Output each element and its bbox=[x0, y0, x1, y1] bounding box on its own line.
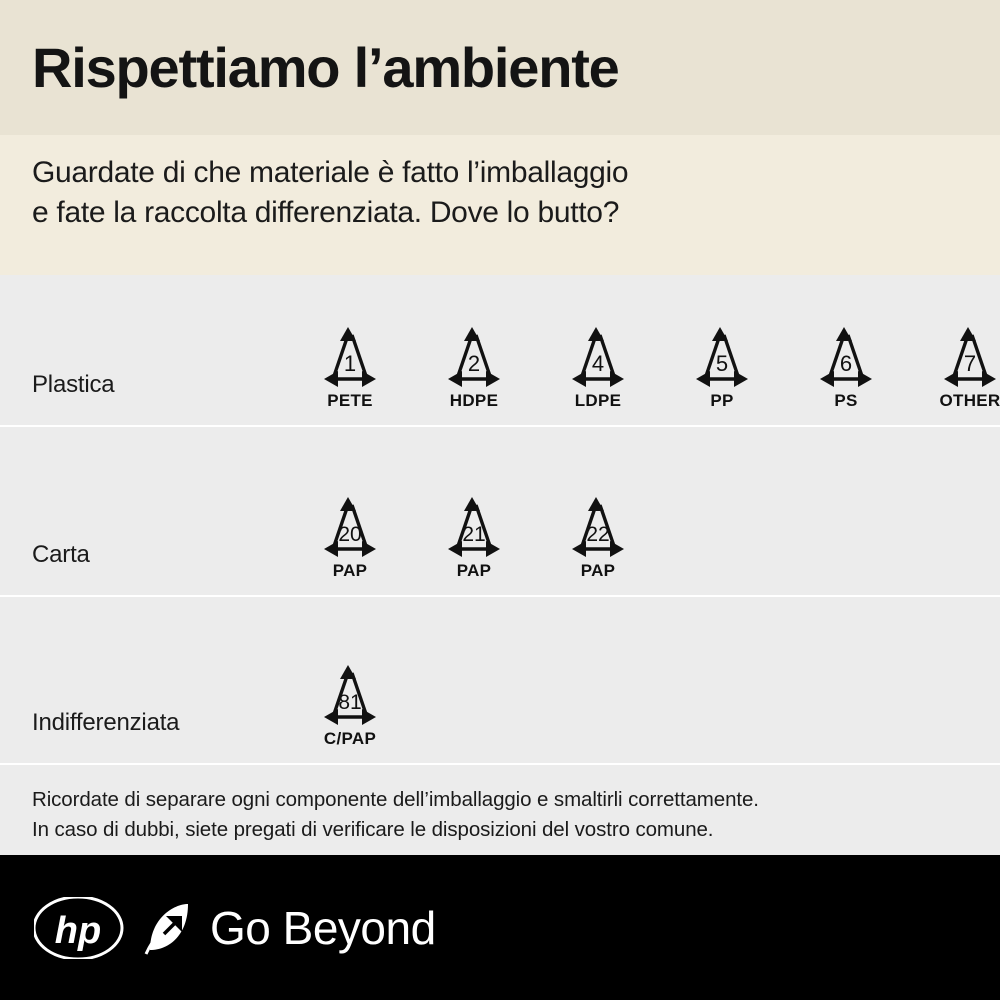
svg-text:hp: hp bbox=[54, 910, 102, 952]
mobius-loop-icon bbox=[428, 313, 520, 389]
symbol-group-plastica bbox=[302, 313, 1000, 425]
symbol-code: OTHER bbox=[939, 391, 1000, 410]
symbol-code: C/PAP bbox=[323, 729, 377, 748]
leaf-arrow-icon bbox=[144, 900, 192, 956]
material-rows bbox=[0, 275, 1000, 763]
mobius-loop-icon bbox=[304, 483, 396, 559]
row-label-plastica: Plastica bbox=[32, 371, 115, 398]
symbol-code: LDPE bbox=[574, 391, 622, 410]
svg-text:22: 22 bbox=[586, 523, 610, 546]
svg-text:2: 2 bbox=[467, 351, 481, 376]
recycling-symbol bbox=[922, 313, 1000, 411]
subtitle-line-1: Guardate di che materiale è fatto l’imballaggio bbox=[32, 156, 629, 189]
symbol-code: PAP bbox=[580, 561, 616, 580]
mobius-loop-icon bbox=[676, 313, 768, 389]
symbol-code: PAP bbox=[456, 561, 492, 580]
mobius-loop-icon bbox=[304, 651, 396, 727]
mobius-loop-icon bbox=[552, 483, 644, 559]
recycling-symbol bbox=[674, 313, 770, 411]
symbol-code: PETE bbox=[327, 391, 373, 410]
mobius-loop-icon bbox=[800, 313, 892, 389]
svg-text:4: 4 bbox=[591, 351, 605, 376]
table-row-plastica bbox=[0, 275, 1000, 425]
footnote-line-1: Ricordate di separare ogni componente dell’imballaggio e smaltirli correttamente. bbox=[32, 788, 759, 811]
brand-text: Go Beyond bbox=[210, 902, 436, 954]
mobius-loop-icon bbox=[304, 313, 396, 389]
svg-text:7: 7 bbox=[963, 351, 977, 376]
recycling-symbol bbox=[426, 313, 522, 411]
recycling-symbol bbox=[550, 313, 646, 411]
table-row-carta bbox=[0, 425, 1000, 595]
svg-text:21: 21 bbox=[462, 523, 486, 546]
recycling-symbol bbox=[550, 483, 646, 581]
recycling-symbol bbox=[798, 313, 894, 411]
title-band bbox=[0, 0, 1000, 135]
footnote bbox=[0, 763, 1000, 855]
row-label-carta: Carta bbox=[32, 541, 90, 568]
mobius-loop-icon bbox=[924, 313, 1000, 389]
hp-logo bbox=[34, 897, 126, 959]
mobius-loop-icon bbox=[552, 313, 644, 389]
recycling-symbol bbox=[302, 651, 398, 749]
brand-lockup bbox=[34, 897, 436, 959]
page-title: Rispettiamo l’ambiente bbox=[32, 36, 619, 100]
brand-bar bbox=[0, 855, 1000, 1000]
recycling-symbol bbox=[426, 483, 522, 581]
symbol-code: PS bbox=[834, 391, 858, 410]
svg-text:81: 81 bbox=[338, 691, 362, 714]
row-label-indifferenziata: Indifferenziata bbox=[32, 709, 180, 736]
subtitle-line-2: e fate la raccolta differenziata. Dove lo butto? bbox=[32, 195, 620, 229]
svg-text:1: 1 bbox=[343, 351, 357, 376]
mobius-loop-icon bbox=[428, 483, 520, 559]
recycling-symbol bbox=[302, 313, 398, 411]
table-row-indifferenziata bbox=[0, 595, 1000, 763]
svg-text:20: 20 bbox=[338, 523, 362, 546]
svg-text:6: 6 bbox=[839, 351, 853, 376]
symbol-group-indifferenziata bbox=[302, 651, 398, 763]
symbol-code: PAP bbox=[332, 561, 368, 580]
symbol-code: PP bbox=[710, 391, 734, 410]
svg-text:5: 5 bbox=[715, 351, 729, 376]
recycling-symbol bbox=[302, 483, 398, 581]
symbol-group-carta bbox=[302, 483, 646, 595]
subtitle-band bbox=[0, 135, 1000, 275]
symbol-code: HDPE bbox=[449, 391, 499, 410]
footnote-line-2: In caso di dubbi, siete pregati di verificare le disposizioni del vostro comune. bbox=[32, 817, 714, 841]
